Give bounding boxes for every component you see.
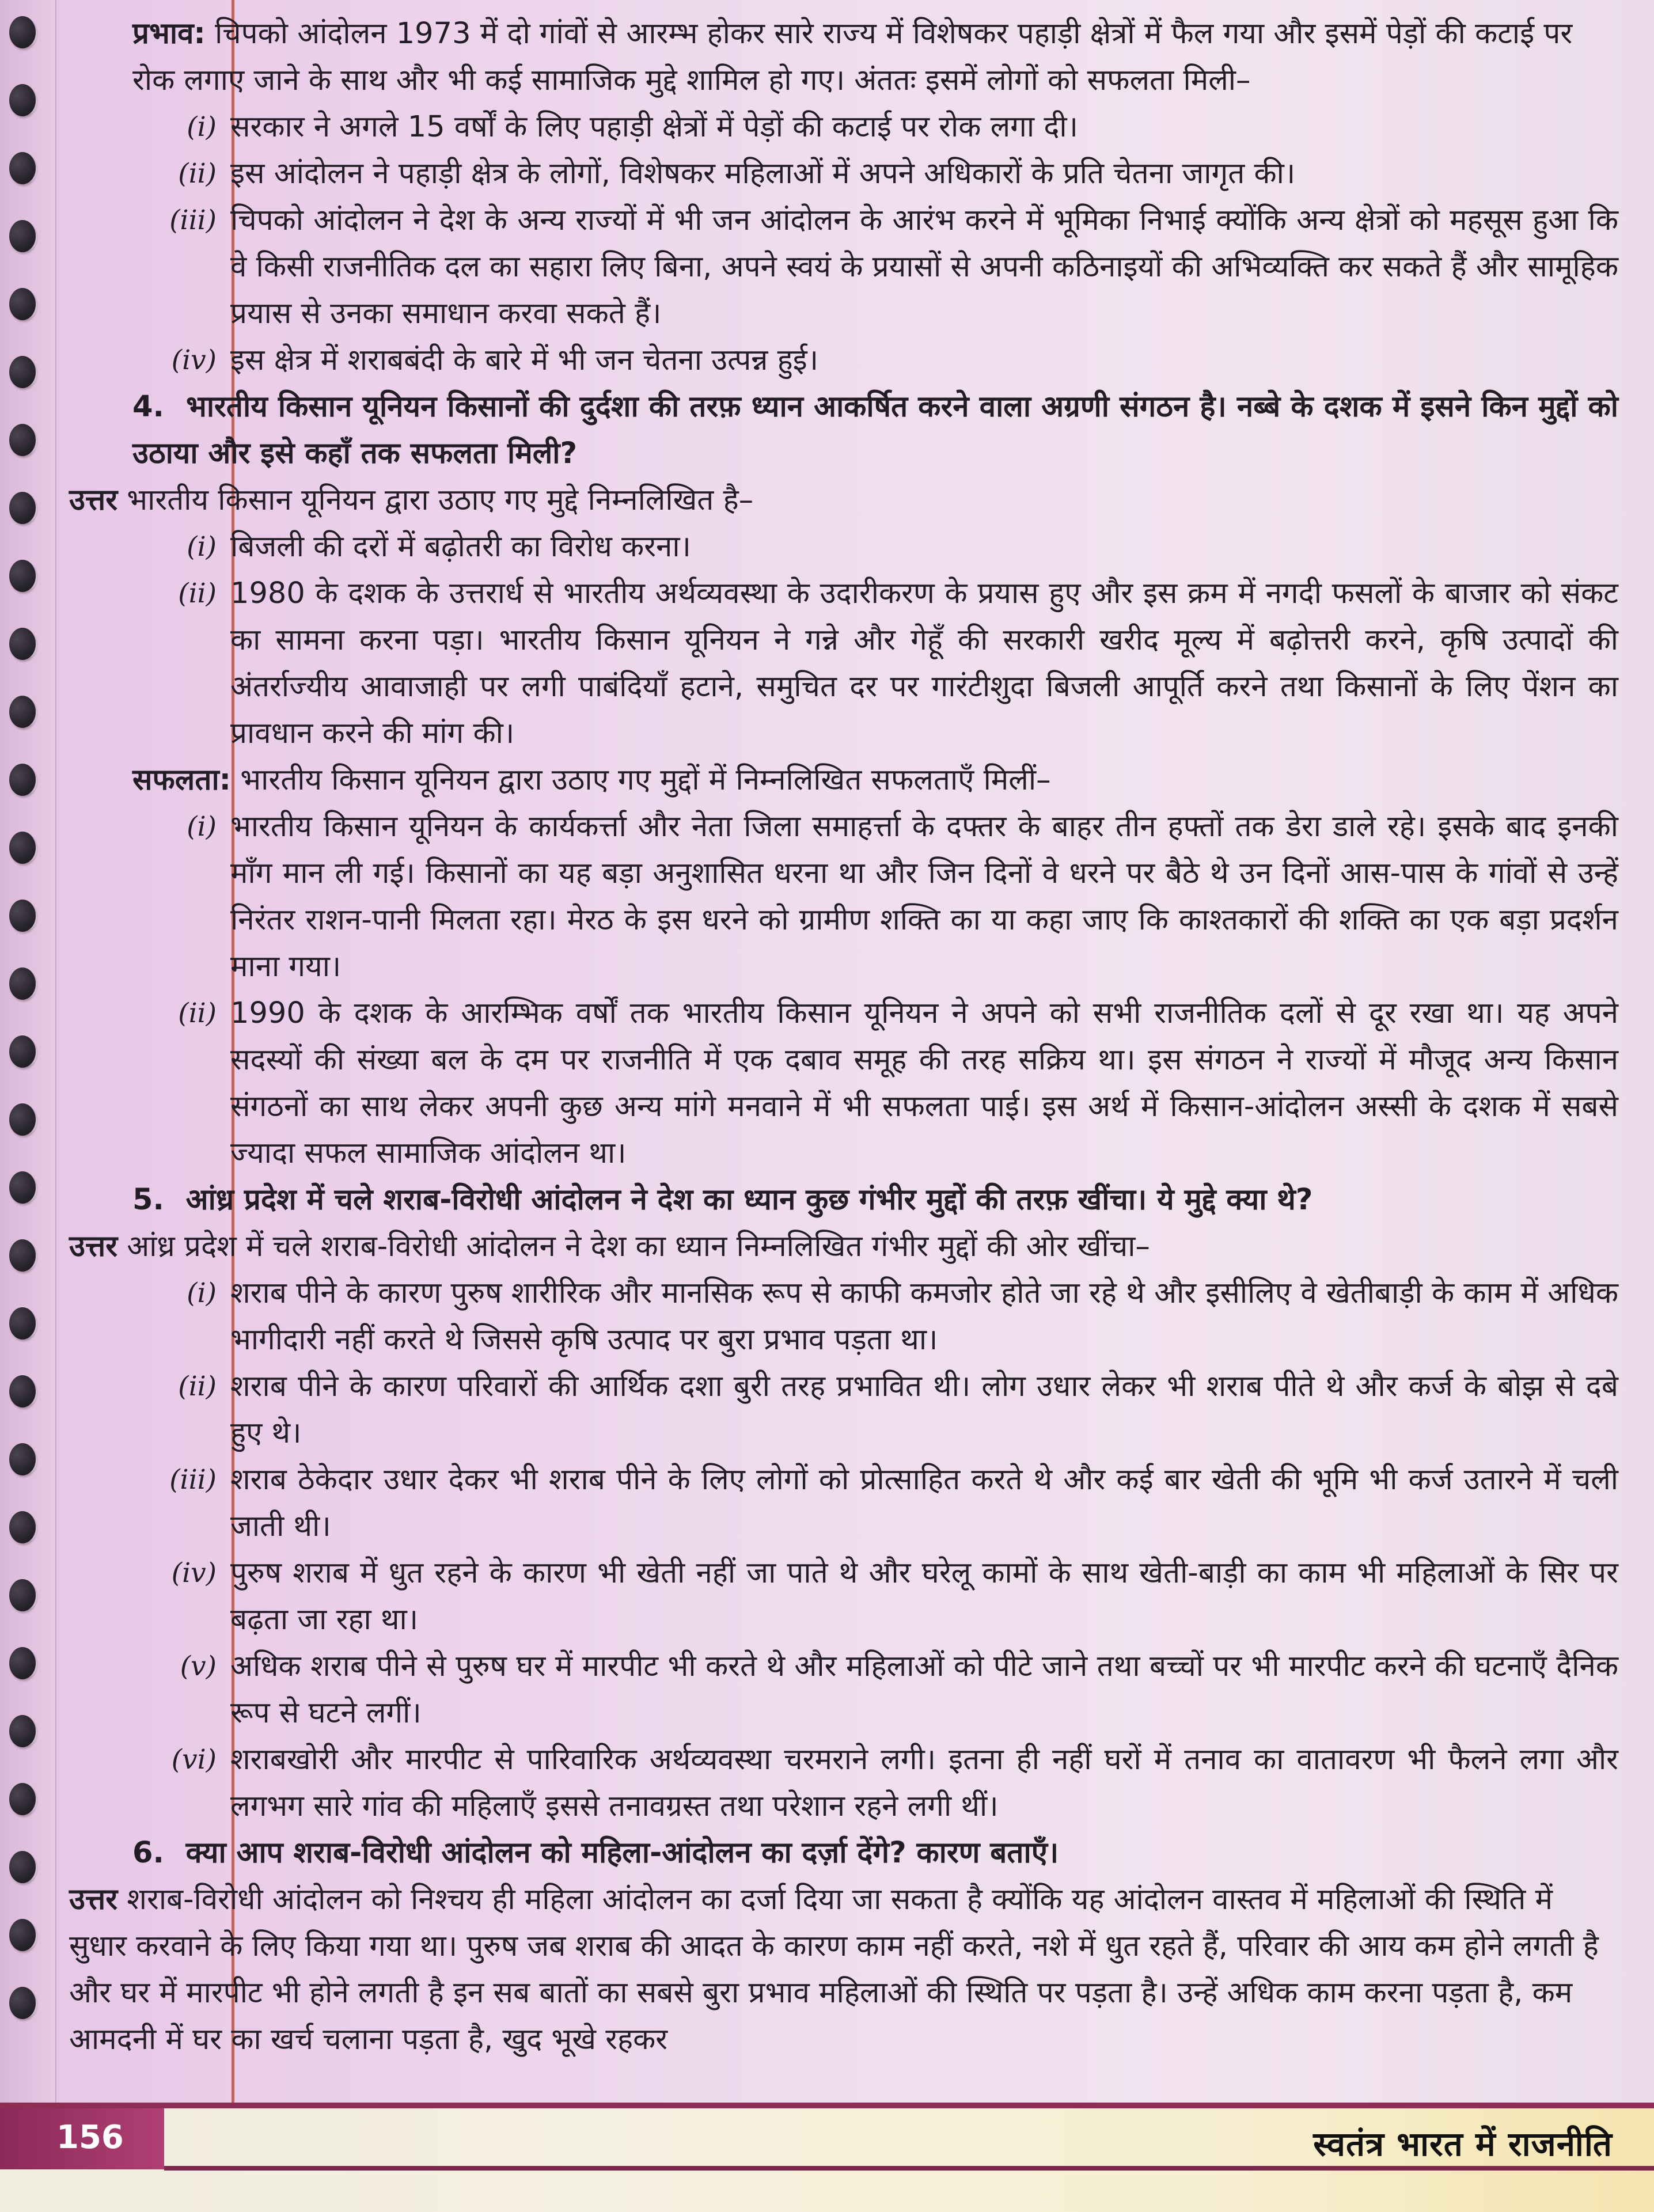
success-intro-paragraph [69, 757, 1618, 803]
issue-item-number: (ii) [178, 578, 217, 609]
spiral-hole [9, 1511, 36, 1543]
issue-item [69, 570, 1618, 757]
question-text: क्या आप शराब-विरोधी आंदोलन को महिला-आंदोलन का दर्ज़ा देंगे? कारण बताएँ। [185, 1836, 1059, 1870]
impact-item [69, 337, 1618, 384]
impact-item [69, 150, 1618, 197]
impact-intro: चिपको आंदोलन 1973 में दो गांवों से आरम्भ होकर सारे राज्य में विशेषकर पहाड़ी क्षेत्रों में फैल गया और इसमें पेड़ों की कटाई पर रोक लगाए जाने के साथ और भी कई सामाजिक मुद्दे शामिल हो गए। अंततः इसमें लोगों को सफलता मिली– [132, 17, 1573, 97]
issue-item-text: शराबखोरी और मारपीट से पारिवारिक अर्थव्यवस्था चरमराने लगी। इतना ही नहीं घरों में तनाव का वातावरण भी फैलने लगा और लगभग सारे गांव की महिलाएँ इससे तनावग्रस्त तथा परेशान रहने लगी थीं। [230, 1743, 1618, 1823]
success-item-number: (ii) [178, 997, 217, 1029]
spiral-hole [9, 1987, 36, 2019]
footer-rule [164, 2166, 1654, 2171]
impact-item-text: इस आंदोलन ने पहाड़ी क्षेत्र के लोगों, विशेषकर महिलाओं में अपने अधिकारों के प्रति चेतना जागृत की। [230, 157, 1296, 191]
spiral-hole [9, 628, 36, 660]
question-text: आंध्र प्रदेश में चले शराब-विरोधी आंदोलन ने देश का ध्यान कुछ गंभीर मुद्दों की तरफ़ खींचा। ये मुद्दे क्या थे? [185, 1183, 1313, 1217]
spiral-hole [9, 1715, 36, 1747]
impact-item-number: (iii) [169, 204, 217, 236]
issue-item [69, 1270, 1618, 1363]
question-6 [69, 1830, 1618, 1876]
spiral-hole [9, 1851, 36, 1883]
issue-item-number: (iv) [171, 1557, 217, 1589]
question-number: 5. [132, 1183, 164, 1217]
issue-item-text: शराब पीने के कारण परिवारों की आर्थिक दशा बुरी तरह प्रभावित थी। लोग उधार लेकर भी शराब पीते थे और कर्ज के बोझ से दबे हुए थे। [230, 1369, 1618, 1450]
page-number-box [0, 2108, 164, 2169]
spiral-hole [9, 84, 36, 116]
impact-item-text: इस क्षेत्र में शराबबंदी के बारे में भी जन चेतना उत्पन्न हुई। [230, 343, 819, 377]
spiral-hole [9, 1783, 36, 1815]
spiral-hole [9, 356, 36, 388]
impact-item-number: (i) [187, 111, 217, 143]
issue-item-number: (vi) [171, 1744, 217, 1775]
success-label: सफलता: [132, 763, 232, 797]
spiral-hole [9, 1239, 36, 1272]
spiral-hole [9, 492, 36, 524]
page-footer [0, 2103, 1654, 2212]
spiral-hole [9, 288, 36, 320]
issue-item-number: (i) [187, 1277, 217, 1309]
issue-item-text: बिजली की दरों में बढ़ोतरी का विरोध करना। [230, 530, 691, 564]
success-intro: भारतीय किसान यूनियन द्वारा उठाए गए मुद्दों में निम्नलिखित सफलताएँ मिलीं– [240, 763, 1051, 797]
spiral-hole [9, 1171, 36, 1204]
spiral-hole [9, 1443, 36, 1475]
spiral-hole [9, 1647, 36, 1679]
spiral-hole [9, 424, 36, 456]
spiral-hole [9, 900, 36, 932]
spiral-hole [9, 1919, 36, 1951]
issue-item [69, 523, 1618, 570]
impact-item-text: चिपको आंदोलन ने देश के अन्य राज्यों में भी जन आंदोलन के आरंभ करने में भूमिका निभाई क्योंकि अन्य क्षेत्रों को महसूस हुआ कि वे किसी राजनीतिक दल का सहारा लिए बिना, अपने स्वयं के प्रयासों से अपनी कठिनाइयों की अभिव्यक्ति कर सकते हैं और सामूहिक प्रयास से उनका समाधान करवा सकते हैं। [230, 203, 1618, 331]
issue-item-text: शराब ठेकेदार उधार देकर भी शराब पीने के लिए लोगों को प्रोत्साहित करते थे और कई बार खेती की भूमि भी कर्ज उतारने में चली जाती थी। [230, 1463, 1618, 1543]
spiral-hole [9, 967, 36, 1000]
spiral-hole [9, 764, 36, 796]
issue-item [69, 1456, 1618, 1550]
question-5-answer-intro [69, 1223, 1618, 1270]
spiral-hole [9, 832, 36, 864]
answer-intro: आंध्र प्रदेश में चले शराब-विरोधी आंदोलन ने देश का ध्यान निम्नलिखित गंभीर मुद्दों की ओर खींचा– [127, 1230, 1150, 1264]
question-4 [69, 384, 1618, 477]
spiral-hole [9, 1579, 36, 1611]
impact-item-text: सरकार ने अगले 15 वर्षों के लिए पहाड़ी क्षेत्रों में पेड़ों की कटाई पर रोक लगा दी। [230, 110, 1078, 144]
spiral-hole [9, 1103, 36, 1136]
answer-label: उत्तर [69, 1883, 118, 1917]
impact-item [69, 104, 1618, 150]
answer-intro: भारतीय किसान यूनियन द्वारा उठाए गए मुद्दे निम्नलिखित है– [127, 483, 754, 517]
impact-item-number: (iv) [171, 344, 217, 376]
question-number: 6. [132, 1836, 164, 1870]
spiral-hole [9, 1035, 36, 1068]
success-item-text: 1990 के दशक के आरम्भिक वर्षों तक भारतीय किसान यूनियन ने अपने को सभी राजनीतिक दलों से दूर रखा था। यह अपने सदस्यों की संख्या बल के दम पर राजनीति में एक दबाव समूह की तरह सक्रिय था। इस संगठन ने राज्यों में मौजूद अन्य किसान संगठनों का साथ लेकर अपनी कुछ अन्य मांगे मनवाने में भी सफलता पाई। इस अर्थ में किसान-आंदोलन अस्सी के दशक में सबसे ज्यादा सफल सामाजिक आंदोलन था। [230, 996, 1618, 1170]
question-text: भारतीय किसान यूनियन किसानों की दुर्दशा की तरफ़ ध्यान आकर्षित करने वाला अग्रणी संगठन है। नब्बे के दशक में इसने किन मुद्दों को उठाया और इसे कहाँ तक सफलता मिली? [132, 390, 1618, 471]
spiral-hole [9, 220, 36, 252]
spiral-hole [9, 560, 36, 592]
success-item [69, 990, 1618, 1177]
success-item-number: (i) [187, 811, 217, 843]
spiral-binding [0, 0, 56, 2212]
issue-item [69, 1363, 1618, 1456]
question-number: 4. [132, 390, 164, 424]
issue-item [69, 1736, 1618, 1830]
book-title: स्वतंत्र भारत में राजनीति [1313, 2124, 1613, 2164]
issue-item-text: 1980 के दशक के उत्तरार्ध से भारतीय अर्थव्यवस्था के उदारीकरण के प्रयास हुए और इस क्रम में नगदी फसलों के बाजार को संकट का सामना करना पड़ा। भारतीय किसान यूनियन ने गन्ने और गेहूँ की सरकारी खरीद मूल्य में बढ़ोत्तरी करने, कृषि उत्पादों की अंतर्राज्यीय आवाजाही पर लगी पाबंदियाँ हटाने, समुचित दर पर गारंटीशुदा बिजली आपूर्ति करने तथा किसानों के लिए पेंशन का प्रावधान करने की मांग की। [230, 576, 1618, 750]
issue-item-text: शराब पीने के कारण पुरुष शारीरिक और मानसिक रूप से काफी कमजोर होते जा रहे थे और इसीलिए वे खेतीबाड़ी के काम में अधिक भागीदारी नहीं करते थे जिससे कृषि उत्पाद पर बुरा प्रभाव पड़ता था। [230, 1276, 1618, 1357]
impact-paragraph [69, 10, 1618, 104]
issue-item-number: (i) [187, 531, 217, 563]
spiral-hole [9, 696, 36, 728]
question-6-answer [69, 1876, 1618, 2063]
answer-label: उत्तर [69, 483, 118, 517]
issue-item-text: अधिक शराब पीने से पुरुष घर में मारपीट भी करते थे और महिलाओं को पीटे जाने तथा बच्चों पर भी मारपीट करने की घटनाएँ दैनिक रूप से घटने लगीं। [230, 1649, 1618, 1730]
issue-item [69, 1550, 1618, 1643]
page-number: 156 [56, 2119, 124, 2156]
impact-item-number: (ii) [178, 158, 217, 189]
impact-label: प्रभाव: [132, 17, 206, 51]
impact-item [69, 197, 1618, 337]
issue-item-number: (ii) [178, 1371, 217, 1402]
spiral-hole [9, 1307, 36, 1340]
page-content [69, 10, 1618, 2095]
question-5 [69, 1177, 1618, 1223]
answer-text: शराब-विरोधी आंदोलन को निश्चय ही महिला आंदोलन का दर्जा दिया जा सकता है क्योंकि यह आंदोलन वास्तव में महिलाओं की स्थिति में सुधार करवाने के लिए किया गया था। पुरुष जब शराब की आदत के कारण काम नहीं करते, नशे में धुत रहते हैं, परिवार की आय कम होने लगती है और घर में मारपीट भी होने लगती है इन सब बातों का सबसे बुरा प्रभाव महिलाओं की स्थिति पर पड़ता है। उन्हें अधिक काम करना पड़ता है, कम आमदनी में घर का खर्च चलाना पड़ता है, खुद भूखे रहकर [69, 1883, 1599, 2057]
answer-label: उत्तर [69, 1230, 118, 1264]
success-item [69, 803, 1618, 990]
issue-item [69, 1643, 1618, 1736]
issue-item-text: पुरुष शराब में धुत रहने के कारण भी खेती नहीं जा पाते थे और घरेलू कामों के साथ खेती-बाड़ी का काम भी महिलाओं के सिर पर बढ़ता जा रहा था। [230, 1556, 1618, 1637]
issue-item-number: (iii) [169, 1464, 217, 1496]
spiral-hole [9, 16, 36, 48]
success-item-text: भारतीय किसान यूनियन के कार्यकर्त्ता और नेता जिला समाहर्त्ता के दफ्तर के बाहर तीन हफ्तों तक डेरा डाले रहे। इसके बाद इनकी माँग मान ली गई। किसानों का यह बड़ा अनुशासित धरना था और जिन दिनों वे धरने पर बैठे थे उन दिनों आस-पास के गांवों से उन्हें निरंतर राशन-पानी मिलता रहा। मेरठ के इस धरने को ग्रामीण शक्ति का या कहा जाए कि काश्तकारों की शक्ति का एक बड़ा प्रदर्शन माना गया। [230, 810, 1618, 984]
question-4-answer-intro [69, 477, 1618, 523]
spiral-hole [9, 1375, 36, 1407]
issue-item-number: (v) [180, 1651, 217, 1682]
spiral-hole [9, 152, 36, 184]
